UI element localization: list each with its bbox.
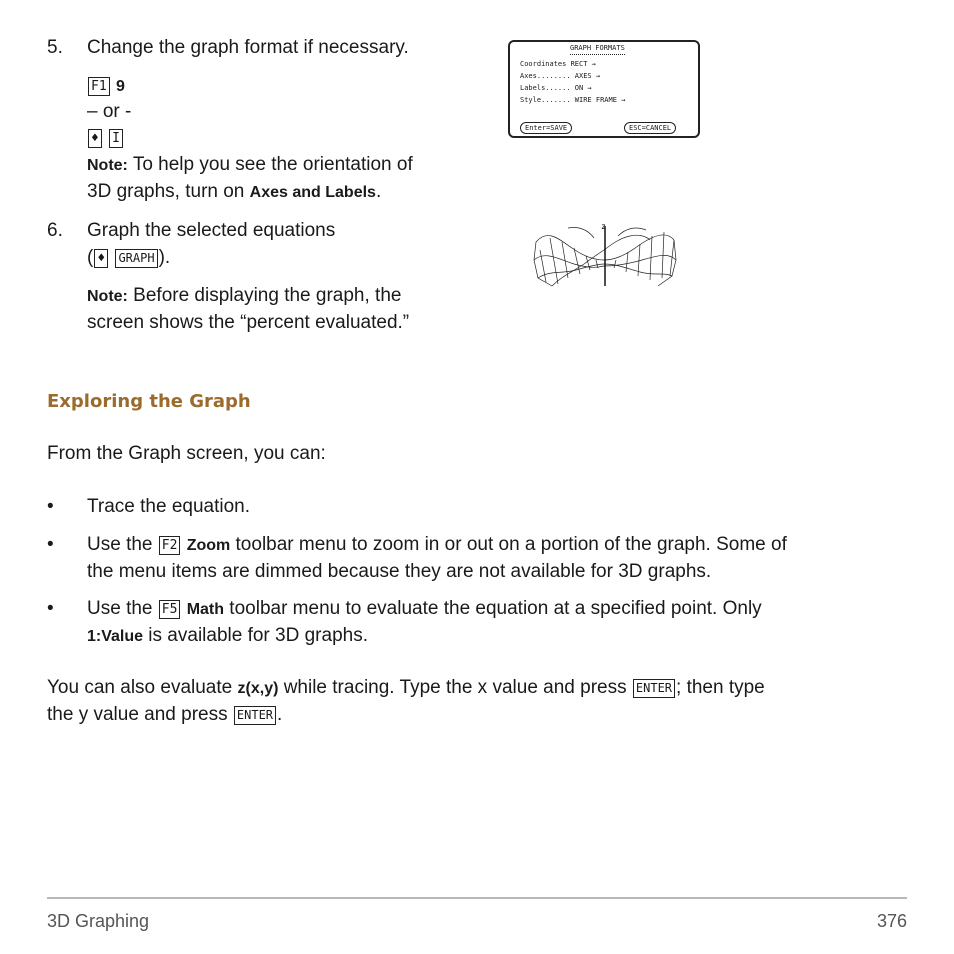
esc-cancel-button: ESC=CANCEL bbox=[624, 122, 676, 134]
enter-save-button: Enter=SAVE bbox=[520, 122, 572, 134]
bullet-marker: • bbox=[47, 496, 54, 517]
step-6-text: Graph the selected equations bbox=[87, 220, 336, 241]
section-heading: Exploring the Graph bbox=[47, 391, 251, 412]
paren-close: ). bbox=[158, 247, 171, 268]
zxy-cmd: z(x,y) bbox=[237, 680, 279, 697]
bullet-trace: Trace the equation. bbox=[87, 496, 251, 517]
step-5-text: Change the graph format if necessary. bbox=[87, 37, 409, 58]
key-i: I bbox=[109, 129, 123, 148]
format-row-style: Style....... WIRE FRAME → bbox=[520, 96, 626, 104]
para-text-c: ; then type bbox=[676, 677, 765, 698]
step-5-keys-line bbox=[87, 73, 125, 100]
note-label: Note: bbox=[87, 157, 128, 174]
note-end: . bbox=[375, 181, 382, 202]
bullet-marker: • bbox=[47, 534, 54, 555]
step-6-note bbox=[87, 283, 487, 336]
bullet-zoom-text-b: toolbar menu to zoom in or out on a portion of the graph. Some of bbox=[230, 534, 787, 555]
footer-section-title: 3D Graphing bbox=[47, 911, 150, 931]
key-enter: ENTER bbox=[234, 706, 276, 725]
format-row-labels: Labels...... ON → bbox=[520, 84, 592, 92]
para-text-d: the y value and press bbox=[47, 704, 233, 725]
step-5-note bbox=[87, 152, 487, 206]
note-text-1: To help you see the orientation of bbox=[127, 154, 413, 175]
format-row-coordinates: Coordinates RECT → bbox=[520, 60, 596, 68]
bullet-math-text-c: is available for 3D graphs. bbox=[143, 625, 368, 646]
step-6-keys-line bbox=[87, 245, 170, 271]
surface-curve bbox=[568, 227, 646, 238]
bullet-math bbox=[87, 596, 917, 650]
step-5-or: – or - bbox=[87, 101, 132, 122]
note-text-1: Before displaying the graph, the bbox=[127, 285, 402, 306]
bullet-zoom-text-c: the menu items are dimmed because they are not available for 3D graphs. bbox=[87, 561, 712, 582]
graph-formats-title: GRAPH FORMATS bbox=[570, 42, 625, 55]
para-text-a: You can also evaluate bbox=[47, 677, 238, 698]
math-cmd: Math bbox=[186, 601, 225, 618]
section-intro: From the Graph screen, you can: bbox=[47, 443, 326, 464]
bullet-zoom bbox=[87, 532, 917, 585]
diamond-key-icon: ♦ bbox=[94, 249, 108, 268]
evaluate-paragraph bbox=[47, 675, 917, 728]
wireframe-3d-graph bbox=[528, 220, 680, 292]
note-cmd-axes-labels: Axes and Labels bbox=[249, 184, 376, 201]
zoom-cmd: Zoom bbox=[186, 537, 231, 554]
footer-page-number: 376 bbox=[876, 911, 907, 931]
key-9: 9 bbox=[115, 78, 125, 95]
bullet-math-text-a: Use the bbox=[87, 598, 158, 619]
note-text-2: screen shows the “percent evaluated.” bbox=[87, 312, 410, 333]
diamond-key-icon: ♦ bbox=[88, 129, 102, 148]
note-text-2: 3D graphs, turn on bbox=[87, 181, 250, 202]
surface-curve bbox=[552, 235, 650, 286]
step-5-number: 5. bbox=[47, 37, 63, 58]
key-f1: F1 bbox=[88, 77, 110, 96]
key-f5: F5 bbox=[159, 600, 181, 619]
format-row-axes: Axes........ AXES → bbox=[520, 72, 601, 80]
key-f2: F2 bbox=[159, 536, 181, 555]
note-label: Note: bbox=[87, 288, 128, 305]
key-enter: ENTER bbox=[633, 679, 675, 698]
key-graph: GRAPH bbox=[115, 249, 157, 268]
footer-divider bbox=[47, 897, 907, 899]
step-5-diamond-line bbox=[87, 125, 124, 151]
bullet-zoom-text-a: Use the bbox=[87, 534, 158, 555]
step-6-number: 6. bbox=[47, 220, 63, 241]
bullet-math-text-b: toolbar menu to evaluate the equation at a specified point. Only bbox=[224, 598, 762, 619]
z-axis-label: z bbox=[601, 222, 606, 231]
value-cmd: 1:Value bbox=[87, 628, 144, 645]
graph-formats-screen bbox=[508, 40, 700, 138]
bullet-marker: • bbox=[47, 598, 54, 619]
para-text-e: . bbox=[277, 704, 283, 725]
paren-open: ( bbox=[87, 247, 94, 268]
para-text-b: while tracing. Type the x value and press bbox=[278, 677, 632, 698]
